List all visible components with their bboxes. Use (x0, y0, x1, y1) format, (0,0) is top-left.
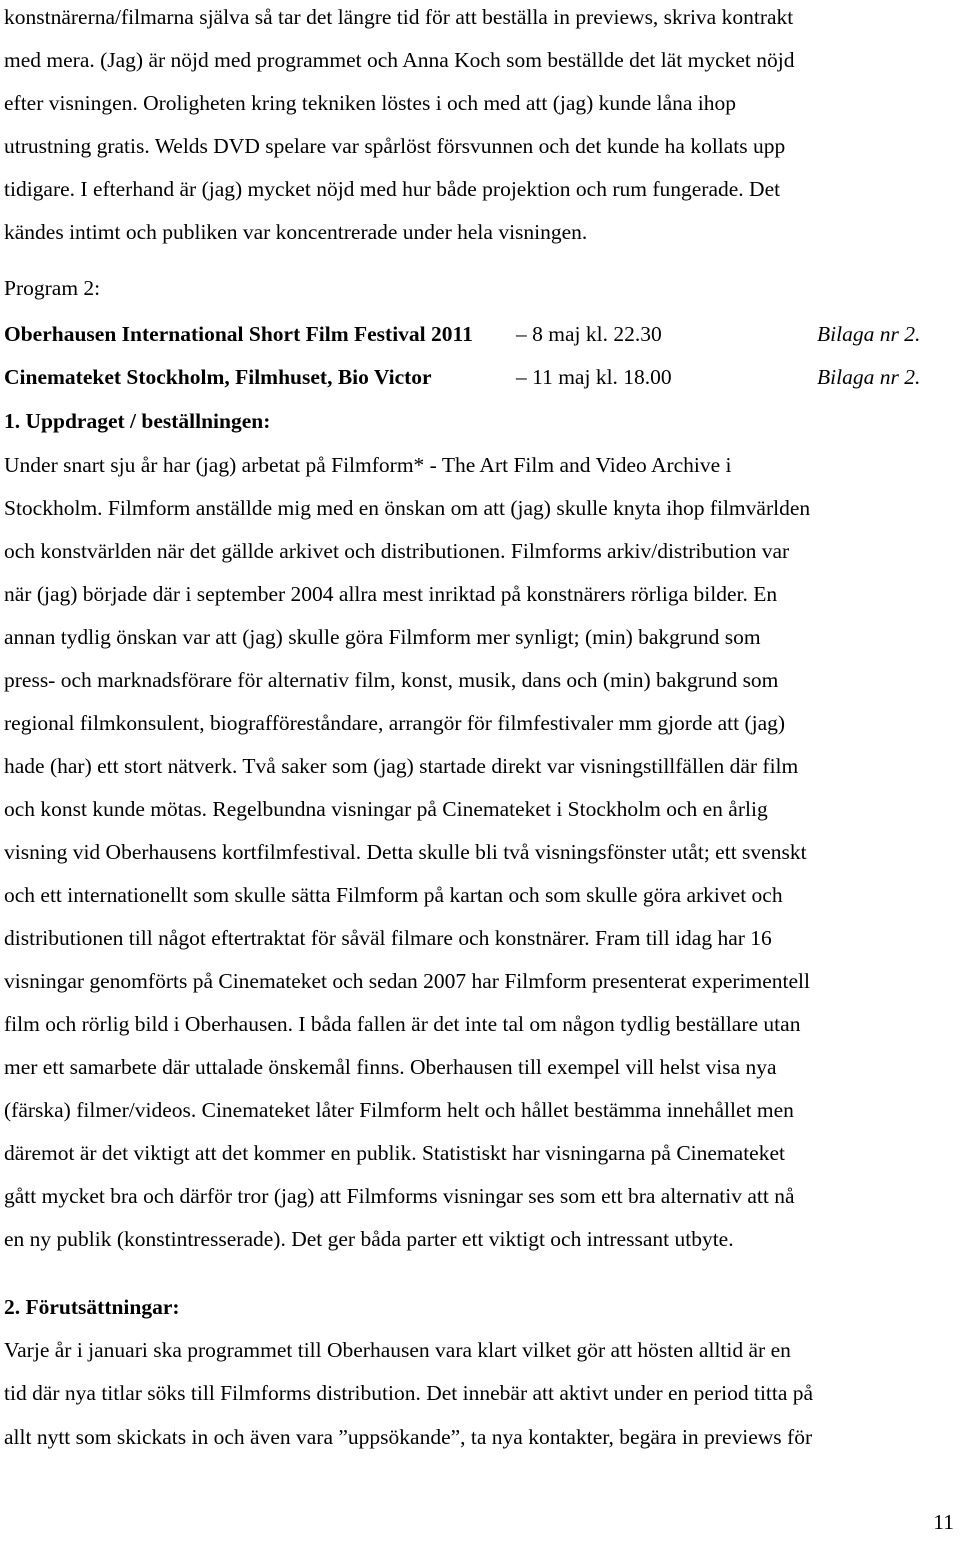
body-line: Stockholm. Filmform anställde mig med en önskan om att (jag) skulle knyta ihop filmvärlden (4, 496, 811, 520)
body-line: film och rörlig bild i Oberhausen. I båda fallen är det inte tal om någon tydlig beställare utan (4, 1012, 801, 1036)
body-line: regional filmkonsulent, biografföreståndare, arrangör för filmfestivaler mm gjorde att (jag) (4, 711, 786, 735)
body-line: när (jag) började där i september 2004 allra mest inriktad på konstnärers rörliga bilder. En (4, 582, 778, 606)
intro-line: kändes intimt och publiken var koncentrerade under hela visningen. (4, 220, 588, 244)
body-line: och konst kunde mötas. Regelbundna visningar på Cinemateket i Stockholm och en årlig (4, 797, 768, 821)
body-line: Under snart sju år har (jag) arbetat på Filmform* - The Art Film and Video Archive i (4, 453, 732, 477)
body-line: (färska) filmer/videos. Cinemateket låter Filmform helt och hållet bestämma innehållet men (4, 1098, 794, 1122)
body-line: visning vid Oberhausens kortfilmfestival. Detta skulle bli två visningsfönster utåt; ett svenskt (4, 840, 807, 864)
intro-line: efter visningen. Oroligheten kring tekniken löstes i och med att (jag) kunde låna ihop (4, 91, 736, 115)
body-line: gått mycket bra och därför tror (jag) att Filmforms visningar ses som ett bra alternativ att nå (4, 1184, 795, 1208)
body-line: Varje år i januari ska programmet till Oberhausen vara klart vilket gör att hösten alltid är en (4, 1338, 791, 1362)
intro-line: utrustning gratis. Welds DVD spelare var spårlöst försvunnen och det kunde ha kollats upp (4, 134, 786, 158)
body-line: annan tydlig önskan var att (jag) skulle göra Filmform mer synligt; (min) bakgrund som (4, 625, 761, 649)
section-heading: 1. Uppdraget / beställningen: (4, 409, 271, 433)
section-heading: 2. Förutsättningar: (4, 1295, 180, 1319)
program-label: Program 2: (4, 276, 101, 300)
screening-attachment: Bilaga nr 2. (817, 365, 921, 389)
body-line: och konstvärlden när det gällde arkivet och distributionen. Filmforms arkiv/distribution var (4, 539, 790, 563)
screening-attachment: Bilaga nr 2. (817, 322, 921, 346)
body-line: allt nytt som skickats in och även vara ”uppsökande”, ta nya kontakter, begära in previews för (4, 1425, 813, 1449)
body-line: visningar genomförts på Cinemateket och sedan 2007 har Filmform presenterat experimentell (4, 969, 811, 993)
body-line: en ny publik (konstintresserade). Det ger båda parter ett viktigt och intressant utbyte. (4, 1227, 734, 1251)
page-number: 11 (933, 1510, 954, 1534)
body-line: mer ett samarbete där uttalade önskemål finns. Oberhausen till exempel vill helst visa nya (4, 1055, 777, 1079)
body-line: press- och marknadsförare för alternativ film, konst, musik, dans och (min) bakgrund som (4, 668, 779, 692)
screening-venue: Cinemateket Stockholm, Filmhuset, Bio Victor (4, 365, 432, 389)
body-line: däremot är det viktigt att det kommer en publik. Statistiskt har visningarna på Cinemateket (4, 1141, 785, 1165)
screening-venue: Oberhausen International Short Film Festival 2011 (4, 322, 473, 346)
body-line: distributionen till något eftertraktat för såväl filmare och konstnärer. Fram till idag har 16 (4, 926, 772, 950)
screening-date: – 11 maj kl. 18.00 (516, 365, 672, 389)
screening-date: – 8 maj kl. 22.30 (516, 322, 662, 346)
intro-line: konstnärerna/filmarna själva så tar det längre tid för att beställa in previews, skriva kontrakt (4, 5, 794, 29)
body-line: tid där nya titlar söks till Filmforms distribution. Det innebär att aktivt under en period titta på (4, 1381, 814, 1405)
intro-line: tidigare. I efterhand är (jag) mycket nöjd med hur både projektion och rum fungerade. Det (4, 177, 781, 201)
body-line: och ett internationellt som skulle sätta Filmform på kartan och som skulle göra arkivet och (4, 883, 783, 907)
intro-line: med mera. (Jag) är nöjd med programmet och Anna Koch som beställde det lät mycket nöjd (4, 48, 795, 72)
body-line: hade (har) ett stort nätverk. Två saker som (jag) startade direkt var visningstillfällen där film (4, 754, 799, 778)
